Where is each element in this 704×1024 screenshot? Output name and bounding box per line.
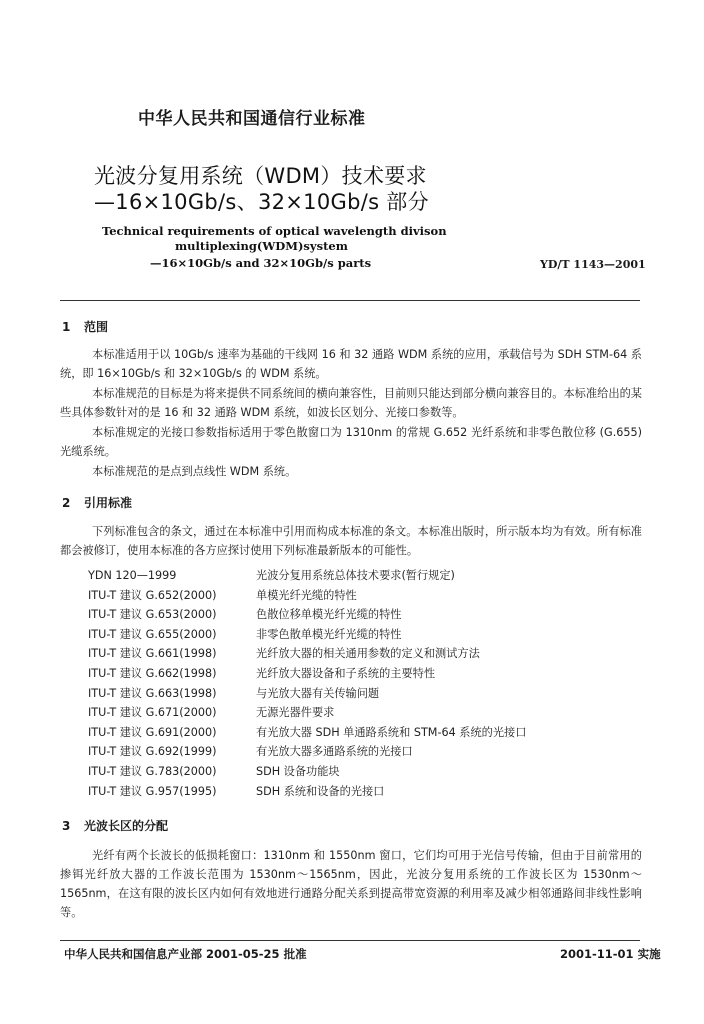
reference-item — [88, 703, 526, 723]
title-en-line1: Technical requirements of optical wavelength divison — [102, 224, 447, 238]
title-cn-line2: —16×10Gb/s、32×10Gb/s 部分 — [94, 190, 429, 214]
section-1-paragraph: 本标准规定的光接口参数指标适用于零色散窗口为 1310nm 的常规 G.652 光纤系统和非零色散位移 (G.655)光缆系统。 — [60, 426, 642, 458]
section-number: 2 — [62, 496, 71, 510]
section-1-paragraph: 本标准规范的是点到点线性 WDM 系统。 — [92, 465, 297, 478]
reference-code: ITU-T 建议 G.783(2000) — [88, 764, 217, 778]
section-1-paragraph: 本标准规范的目标是为将来提供不同系统间的横向兼容性，目前则只能达到部分横向兼容目的。本标准给出的某些具体参数针对的是 16 和 32 通路 WDM 系统，如波长区划分、光接口参数等。 — [60, 387, 642, 419]
section-3-heading — [62, 817, 168, 834]
reference-code: ITU-T 建议 G.655(2000) — [88, 627, 217, 641]
reference-title: 有光放大器多通路系统的光接口 — [256, 745, 413, 759]
reference-item — [88, 664, 526, 684]
section-title: 引用标准 — [84, 496, 133, 510]
reference-code: ITU-T 建议 G.662(1998) — [88, 666, 217, 680]
approval-line: 中华人民共和国信息产业部 2001-05-25 批准 — [64, 947, 307, 961]
section-2-heading — [62, 494, 132, 511]
footer-divider — [60, 940, 640, 941]
section-1-paragraph: 本标准适用于以 10Gb/s 速率为基础的干线网 16 和 32 通路 WDM 系统的应用，承载信号为 SDH STM-64 系统，即 16×10Gb/s 和 32×10Gb/s 的 WDM 系统。 — [60, 348, 642, 380]
standard-code: YD/T 1143—2001 — [540, 258, 646, 271]
section-number: 3 — [62, 819, 71, 833]
reference-code: ITU-T 建议 G.652(2000) — [88, 588, 217, 602]
reference-title: SDH 设备功能块 — [256, 764, 340, 778]
reference-code: ITU-T 建议 G.692(1999) — [88, 745, 217, 759]
reference-code: ITU-T 建议 G.957(1995) — [88, 784, 217, 798]
title-en-line2: multiplexing(WDM)system — [175, 239, 348, 253]
section-2-intro: 下列标准包含的条文，通过在本标准中引用而构成本标准的条文。本标准出版时，所示版本均为有效。所有标准都会被修订，使用本标准的各方应探讨使用下列标准最新版本的可能性。 — [60, 525, 642, 557]
section-3-paragraph: 光纤有两个长波长的低损耗窗口：1310nm 和 1550nm 窗口，它们均可用于光信号传输，但由于目前常用的掺铒光纤放大器的工作波长范围为 1530nm～1565nm，因此，光波分复用系统的工作波长区为 1530nm～1565nm，在这有限的波长区内如何有效地进行通路分配关系到提高带宽资源的利用率及减少相邻通路间非线性影响等。 — [60, 849, 642, 919]
reference-item — [88, 684, 526, 704]
title-en-line3: —16×10Gb/s and 32×10Gb/s parts — [150, 256, 372, 270]
reference-title: 光纤放大器设备和子系统的主要特性 — [256, 666, 436, 680]
reference-item — [88, 566, 526, 586]
reference-title: 光波分复用系统总体技术要求(暂行规定) — [256, 569, 455, 582]
reference-title: 色散位移单模光纤光缆的特性 — [256, 608, 402, 622]
reference-code: ITU-T 建议 G.661(1998) — [88, 647, 217, 661]
reference-title: 有光放大器 SDH 单通路系统和 STM-64 系统的光接口 — [256, 725, 527, 739]
reference-title: 非零色散单模光纤光缆的特性 — [256, 627, 402, 641]
section-1-heading — [62, 318, 108, 335]
effective-date: 2001-11-01 实施 — [560, 947, 661, 961]
reference-code: ITU-T 建议 G.653(2000) — [88, 608, 217, 622]
header-divider — [60, 300, 640, 301]
reference-title: 与光放大器有关传输问题 — [256, 686, 380, 700]
reference-item — [88, 644, 526, 664]
reference-item — [88, 762, 526, 782]
reference-item — [88, 782, 526, 802]
reference-item — [88, 586, 526, 606]
issuing-authority: 中华人民共和国通信行业标准 — [138, 109, 366, 129]
reference-title: SDH 系统和设备的光接口 — [256, 784, 385, 798]
reference-code: ITU-T 建议 G.691(2000) — [88, 725, 217, 739]
title-cn-line1: 光波分复用系统（WDM）技术要求 — [94, 164, 427, 188]
reference-code: ITU-T 建议 G.663(1998) — [88, 686, 217, 700]
reference-item — [88, 723, 526, 743]
section-title: 光波长区的分配 — [84, 819, 169, 833]
reference-item — [88, 625, 526, 645]
reference-title: 无源光器件要求 — [256, 706, 335, 720]
reference-title: 单模光纤光缆的特性 — [256, 588, 357, 602]
reference-code: YDN 120—1999 — [88, 569, 177, 582]
reference-item — [88, 605, 526, 625]
section-title: 范围 — [84, 320, 109, 334]
reference-item — [88, 742, 526, 762]
reference-list — [88, 566, 526, 801]
reference-title: 光纤放大器的相关通用参数的定义和测试方法 — [256, 647, 480, 661]
section-number: 1 — [62, 320, 71, 334]
reference-code: ITU-T 建议 G.671(2000) — [88, 706, 217, 720]
